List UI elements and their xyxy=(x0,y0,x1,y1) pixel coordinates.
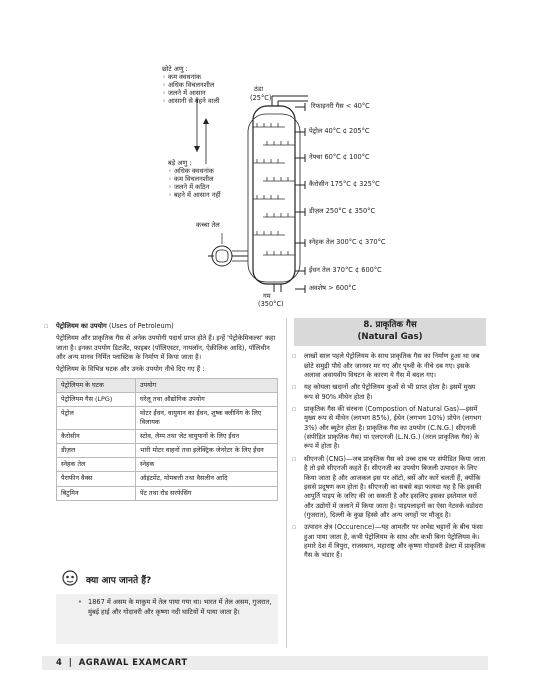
list-item: ▫ लाखों साल पहले पेट्रोलियम के साथ प्राकृतिक गैस का निर्माण हुआ था जब छोटे समुद्री पौधे और जानवर मर गए और पृथ्वी के नीचे दब गए। इसके अलावा अवायवीय विघटन के कारण ये गैस में बदल गए। xyxy=(292,352,480,379)
right-column xyxy=(294,318,486,564)
tray xyxy=(263,213,295,217)
tray xyxy=(253,195,285,199)
large-molecules-label: बड़े अणु : ◦ अधिक क्वथनांक ◦ कम विचलनशील ◦ जलने में कठिन ◦ बहने में आसान नहीं xyxy=(168,159,221,199)
table-row: डीज़ल भारी मोटर वाहनों तथा इलेक्ट्रिक जेनरेटर के लिए ईंधन xyxy=(57,444,278,458)
table-row: पेट्रोलियम गैस (LPG) घरेलू तथा औद्योगिक उपयोग xyxy=(57,392,278,406)
fraction-outlet xyxy=(295,267,305,275)
fraction-label: पेट्रोल 40°C ¢ 205°C xyxy=(309,127,370,135)
did-you-know-text: 1867 में असम के माकुम में तेल पाया गया था। भारत में तेल असम, गुजरात, मुंबई हाई और गोदावरी और कृष्णा नदी घाटियों में पाया जाता है। xyxy=(88,598,272,616)
table-header-use: उपयोग xyxy=(136,378,278,392)
list-item: ▫ सीएनजी (CNG)—जब प्राकृतिक गैस को उच्च दाब पर संपीडित किया जाता है तो इसे सीएनजी कहते हैं। सीएनजी का उपयोग बिजली उत्पादन के लिए किया जाता है और आजकल इस पर ऑटो, बसें और कारें चलती हैं, क्योंकि इससे प्रदूषण कम होता है। सीएनजी का सबसे बड़ा फायदा यह है कि इसकी आपूर्ति पाइप के जरिए की जा सकती है और इसलिए इसका इस्तेमाल घरों और उद्योगों में जलाने में किया जाता है। पाइपलाइनों का ऐसा नेटवर्क वडोदरा (गुजरात), दिल्ली के कुछ हिस्से और अन्य जगहों पर मौजूद है। xyxy=(292,454,486,519)
petroleum-components-table xyxy=(56,378,278,501)
brand-logo: AGRAWAL EXAMCART xyxy=(78,657,188,667)
fraction-outlet xyxy=(295,285,305,293)
fraction-label: नेफ्था 60°C ¢ 100°C xyxy=(309,153,370,161)
fraction-label: डीज़ल 250°C ¢ 350°C xyxy=(309,207,376,215)
heater-furnace xyxy=(212,246,232,266)
tray xyxy=(263,251,295,255)
table-row: पैराफीन वैक्स ऑइंटमेंट, मोमबत्ती तथा वैसलीन आदि xyxy=(57,472,278,486)
distillation-column xyxy=(253,106,295,284)
natural-gas-heading: 8. प्राकृतिक गैस (Natural Gas) xyxy=(294,318,486,346)
did-you-know-title: क्या आप जानते हैं? xyxy=(86,576,152,586)
fraction-label: रिफाइनरी गैस < 40°C xyxy=(311,102,370,110)
tray xyxy=(263,141,295,145)
tray xyxy=(253,159,285,163)
fraction-outlet xyxy=(295,103,305,111)
cold-label: ठंडा xyxy=(254,85,264,93)
fraction-label: अवशेष > 600°C xyxy=(309,284,357,292)
tray xyxy=(263,177,295,181)
fraction-label: ईंधन तेल 370°C ¢ 600°C xyxy=(309,266,382,274)
uses-title-en: (Uses of Petroleum) xyxy=(108,322,174,330)
column-divider xyxy=(286,318,287,648)
fractional-distillation-diagram xyxy=(0,0,554,318)
tray xyxy=(253,123,285,127)
components-intro: पेट्रोलियम के विभिन्न घटक और उनके उपयोग नीचे दिए गए हैं : xyxy=(56,365,205,374)
list-item: ▫ प्राकृतिक गैस की संरचना (Compostion of Natural Gas)—इसमें मुख्य रूप से मीथेन (लगभग 85%), ईथेन (लगभग 10%) प्रोपेन (लगभग 3%) और ब्यूटेन होता है। प्राकृतिक गैस का उपयोग (C.N.G.) सीएनजी (संपीड़ित प्राकृतिक गैस) या एलएनजी (L.N.G.) (तरल प्राकृतिक गैस) के रूप में होता है। xyxy=(292,404,482,451)
cold-temp: (25°C) xyxy=(250,94,272,102)
idea-icon xyxy=(60,568,80,588)
table-row: पेट्रोल मोटर ईंधन, वायुयान का ईंधन, शुष्क क्लीनिंग के लिए विलायक xyxy=(57,406,278,429)
hot-label: गम xyxy=(263,292,271,300)
table-row: स्नेहक तेल स्नेहक xyxy=(57,458,278,472)
table-header-component: पेट्रोलियम के घटक xyxy=(57,378,136,392)
left-column: ▫ पेट्रोलियम का उपयोग (Uses of Petroleum) पेट्रोलियम और प्राकृतिक गैस से अनेक उपयोगी पदार्थ प्राप्त होते हैं। इन्हें 'पेट्रोकेमिकल्स' कहा जाता है। इनका उपयोग डिटर्जेंट, फाइबर (पॉलिएस्टर, नायलॉन, ऐक्रीलिक आदि), पॉलिथीन और अन्य मानव निर्मित प्लास्टिक के निर्माण में किया जाता है। पेट्रोलियम के विभिन्न घटक और उनके उपयोग नीचे दिए गए हैं : पेट्रोलियम के घटक उपयोग पेट्रोलियम गैस (LPG) घरेलू तथा औद्योगिक उपयोग पेट्रोल मोटर ईंधन, वायुयान का ईंधन, शुष्क क्लीनिंग के लिए विलायक कैरोसीन स्टोव, लैम्प तथा जेट वायुयानों के लिए ईंधन डीज़ल भारी मोटर वाहनों तथा इलेक्ट्रिक जेनरेटर के लिए ईंधन स्नेहक तेल स्नेहक पैराफीन वैक्स ऑइंटमेंट, मोमबत्ती तथा वैसलीन आदि बिटुमिन पेंट तथा रोड सरफेसिंग xyxy=(56,322,278,501)
fraction-label: कैरोसीन 175°C ¢ 325°C xyxy=(309,180,380,188)
crude-oil-label: कच्चा तेल xyxy=(196,221,220,229)
uses-title: पेट्रोलियम का उपयोग xyxy=(56,322,107,330)
page-number: 4 xyxy=(56,657,63,667)
list-item: ▫ यह कोयला खदानों और पेट्रोलियम कुओं से भी प्राप्त होता है। इसमें मुख्य रूप से 90% मीथेन होता है। xyxy=(292,383,476,401)
footer: 4 | AGRAWAL EXAMCART xyxy=(56,657,188,667)
table-row: बिटुमिन पेंट तथा रोड सरफेसिंग xyxy=(57,486,278,500)
tray xyxy=(253,231,285,235)
hot-temp: (350°C) xyxy=(258,300,284,308)
list-item: ▫ उत्पादन क्षेत्र (Occurence)—यह आमतौर पर अभेद्य चट्टानों के बीच फंसा हुआ पाया जाता है, कभी पेट्रोलियम के साथ और कभी बिना पेट्रोलियम के। हमारे देश में त्रिपुरा, राजस्थान, महाराष्ट्र और कृष्णा गोदावरी डेल्टा में प्राकृतिक गैस के भंडार हैं। xyxy=(292,523,486,560)
table-row: कैरोसीन स्टोव, लैम्प तथा जेट वायुयानों के लिए ईंधन xyxy=(57,430,278,444)
fraction-label: स्नेहक तेल 300°C ¢ 370°C xyxy=(309,238,386,246)
small-molecules-label: छोटे अणु : ◦ कम क्वथनांक ◦ अधिक विचलनशील ◦ जलने में आसान ◦ आसानी से बहने वाली xyxy=(162,65,220,105)
uses-paragraph: पेट्रोलियम और प्राकृतिक गैस से अनेक उपयोगी पदार्थ प्राप्त होते हैं। इन्हें 'पेट्रोकेमिकल्स' कहा जाता है। इनका उपयोग डिटर्जेंट, फाइबर (पॉलिएस्टर, नायलॉन, ऐक्रीलिक आदि), पॉलिथीन और अन्य मानव निर्मित प्लास्टिक के निर्माण में किया जाता है। xyxy=(56,334,276,362)
